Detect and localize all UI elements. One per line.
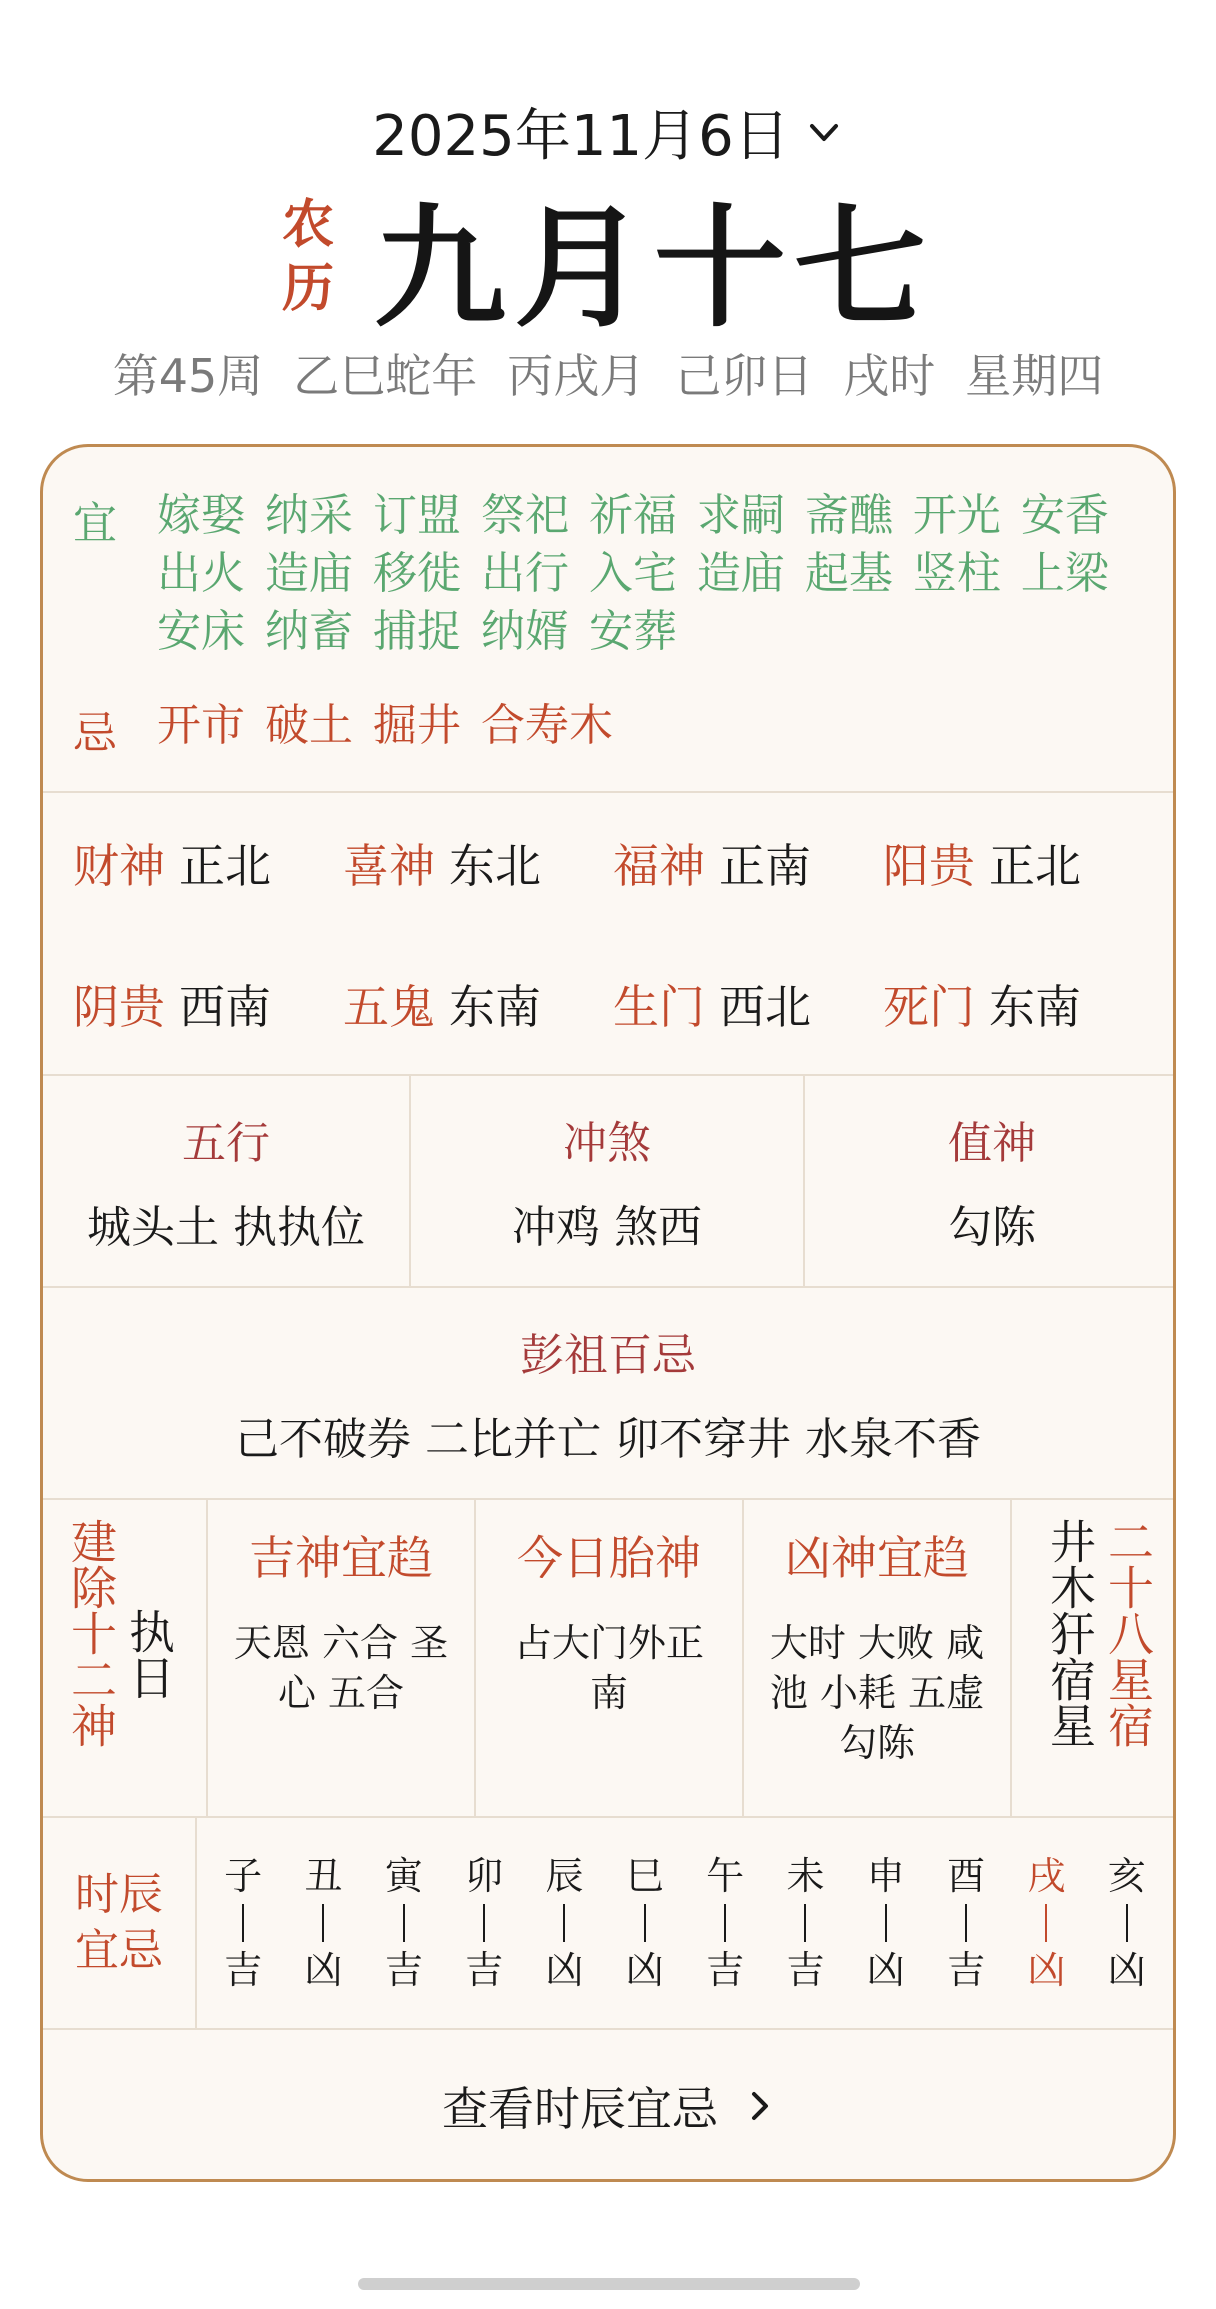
home-indicator[interactable] bbox=[358, 2278, 860, 2290]
yi-label: 宜 bbox=[73, 498, 117, 549]
year-ganzhi: 乙巳蛇年 bbox=[293, 349, 478, 403]
hour-item bbox=[545, 1854, 583, 1992]
yi-ji-section bbox=[43, 447, 1173, 793]
hours-section bbox=[43, 1818, 1173, 2030]
hour-divider bbox=[483, 1904, 485, 1942]
hour-luck: 凶 bbox=[866, 1948, 905, 1992]
god-label: 喜神 bbox=[343, 839, 435, 894]
jianchu-title: 建除十二神 bbox=[64, 1518, 118, 1748]
xiongshen-title: 凶神宜趋 bbox=[785, 1531, 969, 1585]
ganzhi-row bbox=[0, 338, 1216, 408]
god-label: 福神 bbox=[613, 839, 705, 894]
hour-divider bbox=[242, 1904, 244, 1942]
god-label: 阴贵 bbox=[73, 979, 165, 1034]
date-text: 2025年11月6日 bbox=[372, 104, 790, 169]
hours-label-text: 时辰宜忌 bbox=[75, 1869, 163, 1976]
hour-divider bbox=[563, 1904, 565, 1942]
god-item bbox=[883, 830, 1153, 896]
hour-divider bbox=[804, 1904, 806, 1942]
hour-divider bbox=[724, 1904, 726, 1942]
hour-item bbox=[1108, 1854, 1146, 1992]
taishen-value: 占大门外正南 bbox=[513, 1621, 704, 1715]
hour-item-current bbox=[1027, 1854, 1065, 1992]
week-number: 第45周 bbox=[112, 349, 264, 403]
hour-divider bbox=[644, 1904, 646, 1942]
lunar-date: 九月十七 bbox=[374, 192, 934, 346]
hour-zhi: 卯 bbox=[465, 1854, 504, 1898]
hour-luck: 吉 bbox=[224, 1948, 263, 1992]
god-item bbox=[73, 830, 343, 896]
hour-luck: 吉 bbox=[706, 1948, 745, 1992]
hour-item bbox=[385, 1854, 423, 1992]
hour-luck: 吉 bbox=[786, 1948, 825, 1992]
hour-ganzhi: 戌时 bbox=[843, 349, 936, 403]
taishen-title: 今日胎神 bbox=[517, 1531, 701, 1585]
hour-zhi: 酉 bbox=[947, 1854, 986, 1898]
hour-zhi: 申 bbox=[866, 1854, 905, 1898]
zhishen-cell bbox=[805, 1076, 1176, 1286]
god-value: 东北 bbox=[449, 839, 541, 894]
hour-luck: 凶 bbox=[1107, 1948, 1146, 1992]
date-picker[interactable] bbox=[0, 92, 1216, 172]
hour-item bbox=[706, 1854, 744, 1992]
ji-row bbox=[73, 697, 1143, 761]
hour-luck: 吉 bbox=[947, 1948, 986, 1992]
hour-item bbox=[867, 1854, 905, 1992]
hour-divider bbox=[322, 1904, 324, 1942]
view-hours-button[interactable] bbox=[43, 2030, 1173, 2182]
hour-divider bbox=[885, 1904, 887, 1942]
taishen-cell bbox=[476, 1500, 744, 1816]
spirits-section bbox=[43, 1500, 1173, 1818]
xiu-title: 二十八星宿 bbox=[1101, 1518, 1155, 1748]
hour-item bbox=[224, 1854, 262, 1992]
hour-zhi: 未 bbox=[786, 1854, 825, 1898]
god-value: 西北 bbox=[719, 979, 811, 1034]
lunar-date-row bbox=[0, 182, 1216, 346]
hour-zhi: 戌 bbox=[1027, 1854, 1066, 1898]
god-label: 死门 bbox=[883, 979, 975, 1034]
hour-zhi: 巳 bbox=[625, 1854, 664, 1898]
hour-luck: 吉 bbox=[465, 1948, 504, 1992]
god-item bbox=[343, 830, 613, 896]
hour-item bbox=[465, 1854, 503, 1992]
xiu-value: 井木犴宿星 bbox=[1043, 1518, 1097, 1748]
xiongshen-cell bbox=[744, 1500, 1012, 1816]
god-label: 五鬼 bbox=[343, 979, 435, 1034]
hour-zhi: 辰 bbox=[545, 1854, 584, 1898]
god-label: 生门 bbox=[613, 979, 705, 1034]
wuxing-section bbox=[43, 1076, 1173, 1288]
pengzu-value: 己不破券 二比并亡 卯不穿井 水泉不香 bbox=[235, 1414, 981, 1465]
zhishen-value: 勾陈 bbox=[948, 1202, 1036, 1253]
hour-divider bbox=[1126, 1904, 1128, 1942]
hour-zhi: 子 bbox=[224, 1854, 263, 1898]
zhishen-title: 值神 bbox=[948, 1118, 1036, 1169]
lunar-tag-char: 农 bbox=[281, 195, 334, 255]
chongsha-cell bbox=[411, 1076, 805, 1286]
god-value: 东南 bbox=[989, 979, 1081, 1034]
xiu-cell bbox=[1012, 1500, 1176, 1816]
god-value: 正北 bbox=[989, 839, 1081, 894]
god-value: 正南 bbox=[719, 839, 811, 894]
wuxing-cell bbox=[43, 1076, 411, 1286]
chongsha-title: 冲煞 bbox=[563, 1118, 651, 1169]
hour-divider bbox=[403, 1904, 405, 1942]
hours-label bbox=[43, 1818, 197, 2028]
jishen-value: 天恩 六合 圣心 五合 bbox=[233, 1621, 449, 1715]
god-label: 财神 bbox=[73, 839, 165, 894]
hour-item bbox=[626, 1854, 664, 1992]
yi-text: 嫁娶 纳采 订盟 祭祀 祈福 求嗣 斋醮 开光 安香 出火 造庙 移徙 出行 入宅 造庙 起基 竖柱 上梁 安床 纳畜 捕捉 纳婿 安葬 bbox=[157, 490, 1109, 657]
almanac-card bbox=[40, 444, 1176, 2182]
jishen-title: 吉神宜趋 bbox=[249, 1531, 433, 1585]
yi-row bbox=[73, 487, 1143, 661]
hour-luck: 凶 bbox=[545, 1948, 584, 1992]
hour-zhi: 午 bbox=[706, 1854, 745, 1898]
hour-luck: 凶 bbox=[304, 1948, 343, 1992]
lunar-tag bbox=[282, 193, 334, 321]
hour-item bbox=[947, 1854, 985, 1992]
hour-luck: 吉 bbox=[384, 1948, 423, 1992]
directions-section bbox=[43, 793, 1173, 1076]
ji-text: 开市 破土 掘井 合寿木 bbox=[157, 700, 613, 751]
hour-zhi: 丑 bbox=[304, 1854, 343, 1898]
god-item bbox=[613, 830, 883, 896]
xiongshen-value: 大时 大败 咸池 小耗 五虚 勾陈 bbox=[769, 1621, 985, 1765]
lunar-tag-char: 历 bbox=[281, 259, 334, 319]
jianchu-value: 执日 bbox=[122, 1608, 176, 1700]
god-item bbox=[613, 971, 883, 1037]
hour-zhi: 亥 bbox=[1107, 1854, 1146, 1898]
hour-item bbox=[786, 1854, 824, 1992]
god-item bbox=[883, 971, 1153, 1037]
chevron-down-icon bbox=[804, 112, 844, 152]
wuxing-value: 城头土 执执位 bbox=[87, 1202, 365, 1253]
pengzu-title: 彭祖百忌 bbox=[520, 1330, 696, 1381]
hour-list bbox=[197, 1818, 1173, 2028]
hour-divider bbox=[1045, 1904, 1047, 1942]
view-hours-label: 查看时辰宜忌 bbox=[442, 2082, 718, 2136]
hour-zhi: 寅 bbox=[384, 1854, 423, 1898]
god-value: 西南 bbox=[179, 979, 271, 1034]
god-value: 东南 bbox=[449, 979, 541, 1034]
hour-luck: 凶 bbox=[625, 1948, 664, 1992]
chongsha-value: 冲鸡 煞西 bbox=[512, 1202, 702, 1253]
jianchu-cell bbox=[43, 1500, 208, 1816]
chevron-right-icon bbox=[746, 2086, 774, 2126]
god-label: 阳贵 bbox=[883, 839, 975, 894]
month-ganzhi: 丙戌月 bbox=[507, 349, 646, 403]
hour-luck: 凶 bbox=[1027, 1948, 1066, 1992]
hour-item bbox=[304, 1854, 342, 1992]
weekday: 星期四 bbox=[965, 349, 1104, 403]
day-ganzhi: 己卯日 bbox=[675, 349, 814, 403]
god-value: 正北 bbox=[179, 839, 271, 894]
wuxing-title: 五行 bbox=[182, 1118, 270, 1169]
ji-label: 忌 bbox=[73, 708, 117, 759]
hour-divider bbox=[965, 1904, 967, 1942]
god-item bbox=[343, 971, 613, 1037]
god-item bbox=[73, 971, 343, 1037]
pengzu-section bbox=[43, 1288, 1173, 1500]
jishen-cell bbox=[208, 1500, 476, 1816]
